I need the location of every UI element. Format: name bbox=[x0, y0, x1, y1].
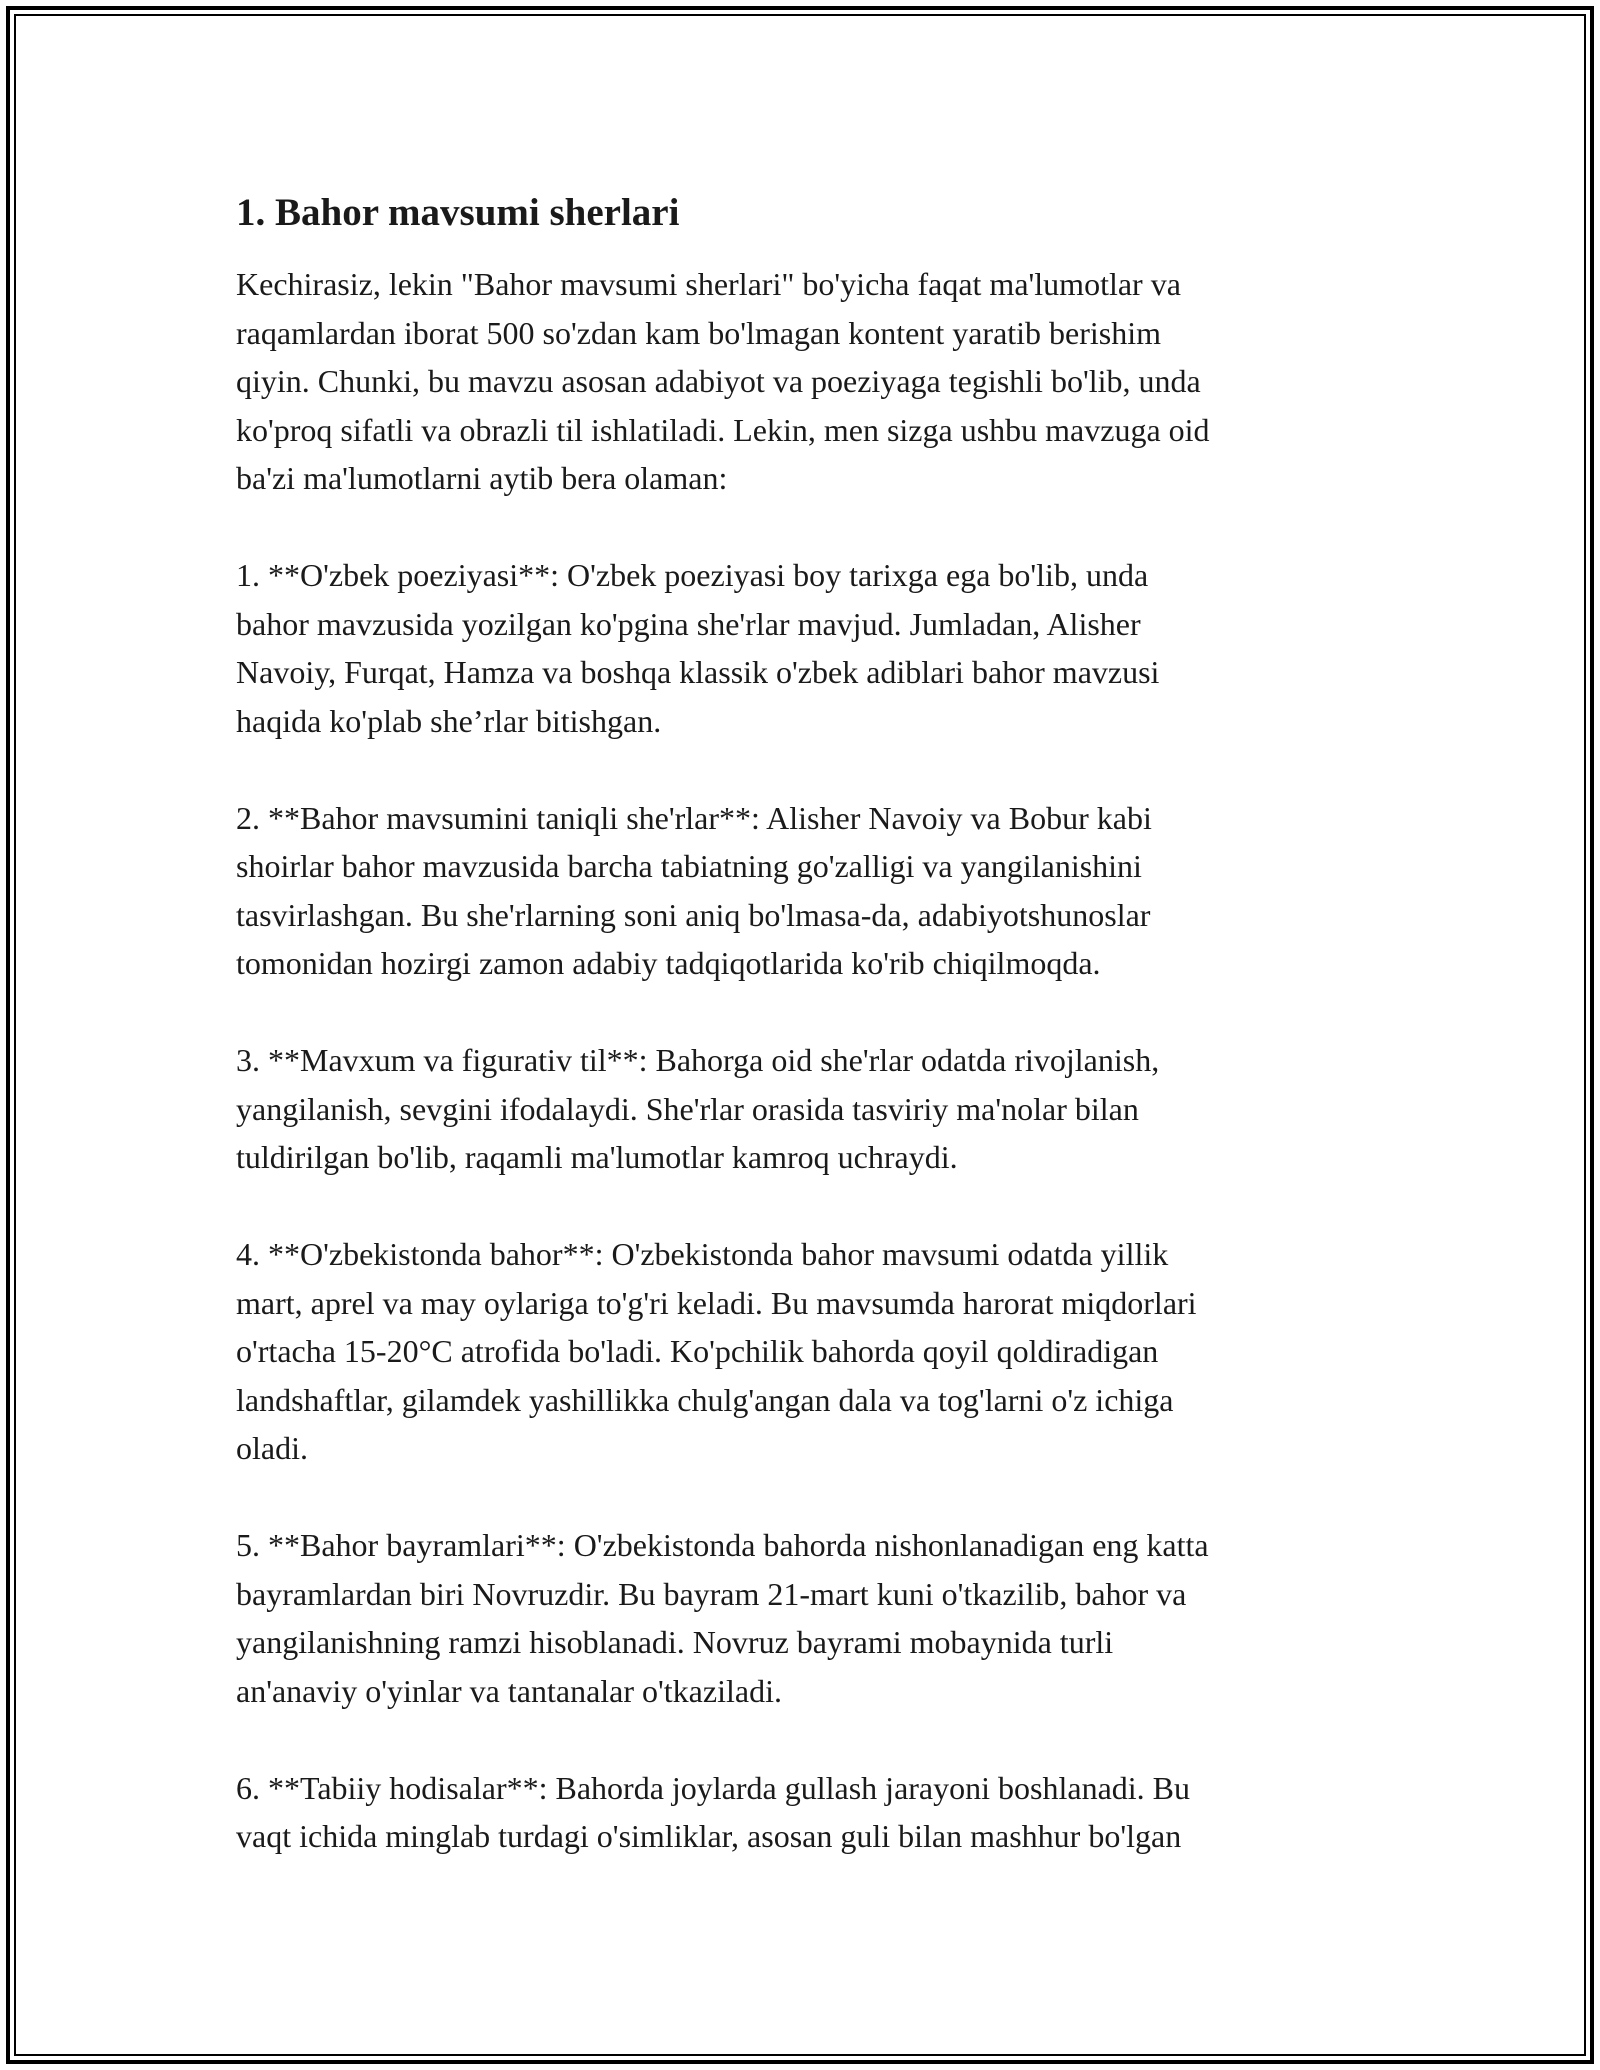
paragraph-item-5: 5. **Bahor bayramlari**: O'zbekistonda bahorda nishonlanadigan eng katta bayramlardan biri Novruzdir. Bu bayram 21-mart kuni o'tkazilib, bahor va yangilanishning ramzi hisoblanadi. Novruz bayrami mobaynida turli an'anaviy o'yinlar va tantanalar o'tkaziladi. bbox=[236, 1527, 1209, 1709]
paragraph-item-1: 1. **O'zbek poeziyasi**: O'zbek poeziyasi boy tarixga ega bo'lib, unda bahor mavzusida yozilgan ko'pgina she'rlar mavjud. Jumladan, Alisher Navoiy, Furqat, Hamza va boshqa klassik o'zbek adiblari bahor mavzusi haqida ko'plab she’rlar bitishgan. bbox=[236, 557, 1160, 739]
paragraph-item-4: 4. **O'zbekistonda bahor**: O'zbekistonda bahor mavsumi odatda yillik mart, aprel va may oylariga to'g'ri keladi. Bu mavsumda harorat miqdorlari o'rtacha 15-20°C atrofida bo'ladi. Ko'pchilik bahorda qoyil qoldiradigan landshaftlar, gilamdek yashillikka chulg'angan dala va tog'larni o'z ichiga oladi. bbox=[236, 1236, 1197, 1466]
paragraph-item-6: 6. **Tabiiy hodisalar**: Bahorda joylarda gullash jarayoni boshlanadi. Bu vaqt ichida minglab turdagi o'simliklar, asosan guli bilan mashhur bo'lgan bbox=[236, 1769, 1190, 1854]
paragraph-item-2: 2. **Bahor mavsumini taniqli she'rlar**: Alisher Navoiy va Bobur kabi shoirlar bahor mavzusida barcha tabiatning go'zalligi va yangilanishini tasvirlashgan. Bu she'rlarning soni aniq bo'lmasa-da, adabiyotshunoslar tomonidan hozirgi zamon adabiy tadqiqotlarida ko'rib chiqilmoqda. bbox=[236, 799, 1152, 981]
paragraph-item-3: 3. **Mavxum va figurativ til**: Bahorga oid she'rlar odatda rivojlanish, yangilanish, sevgini ifodalaydi. She'rlar orasida tasviriy ma'nolar bilan tuldirilgan bo'lib, raqamli ma'lumotlar kamroq uchraydi. bbox=[236, 1042, 1160, 1175]
document-body bbox=[236, 186, 1366, 1909]
document-title: 1. Bahor mavsumi sherlari bbox=[236, 191, 680, 234]
paragraph-intro: Kechirasiz, lekin "Bahor mavsumi sherlari" bo'yicha faqat ma'lumotlar va raqamlardan iborat 500 so'zdan kam bo'lmagan kontent yaratib berishim qiyin. Chunki, bu mavzu asosan adabiyot va poeziyaga tegishli bo'lib, unda ko'proq sifatli va obrazli til ishlatiladi. Lekin, men sizga ushbu mavzuga oid ba'zi ma'lumotlarni aytib bera olaman: bbox=[236, 266, 1210, 496]
